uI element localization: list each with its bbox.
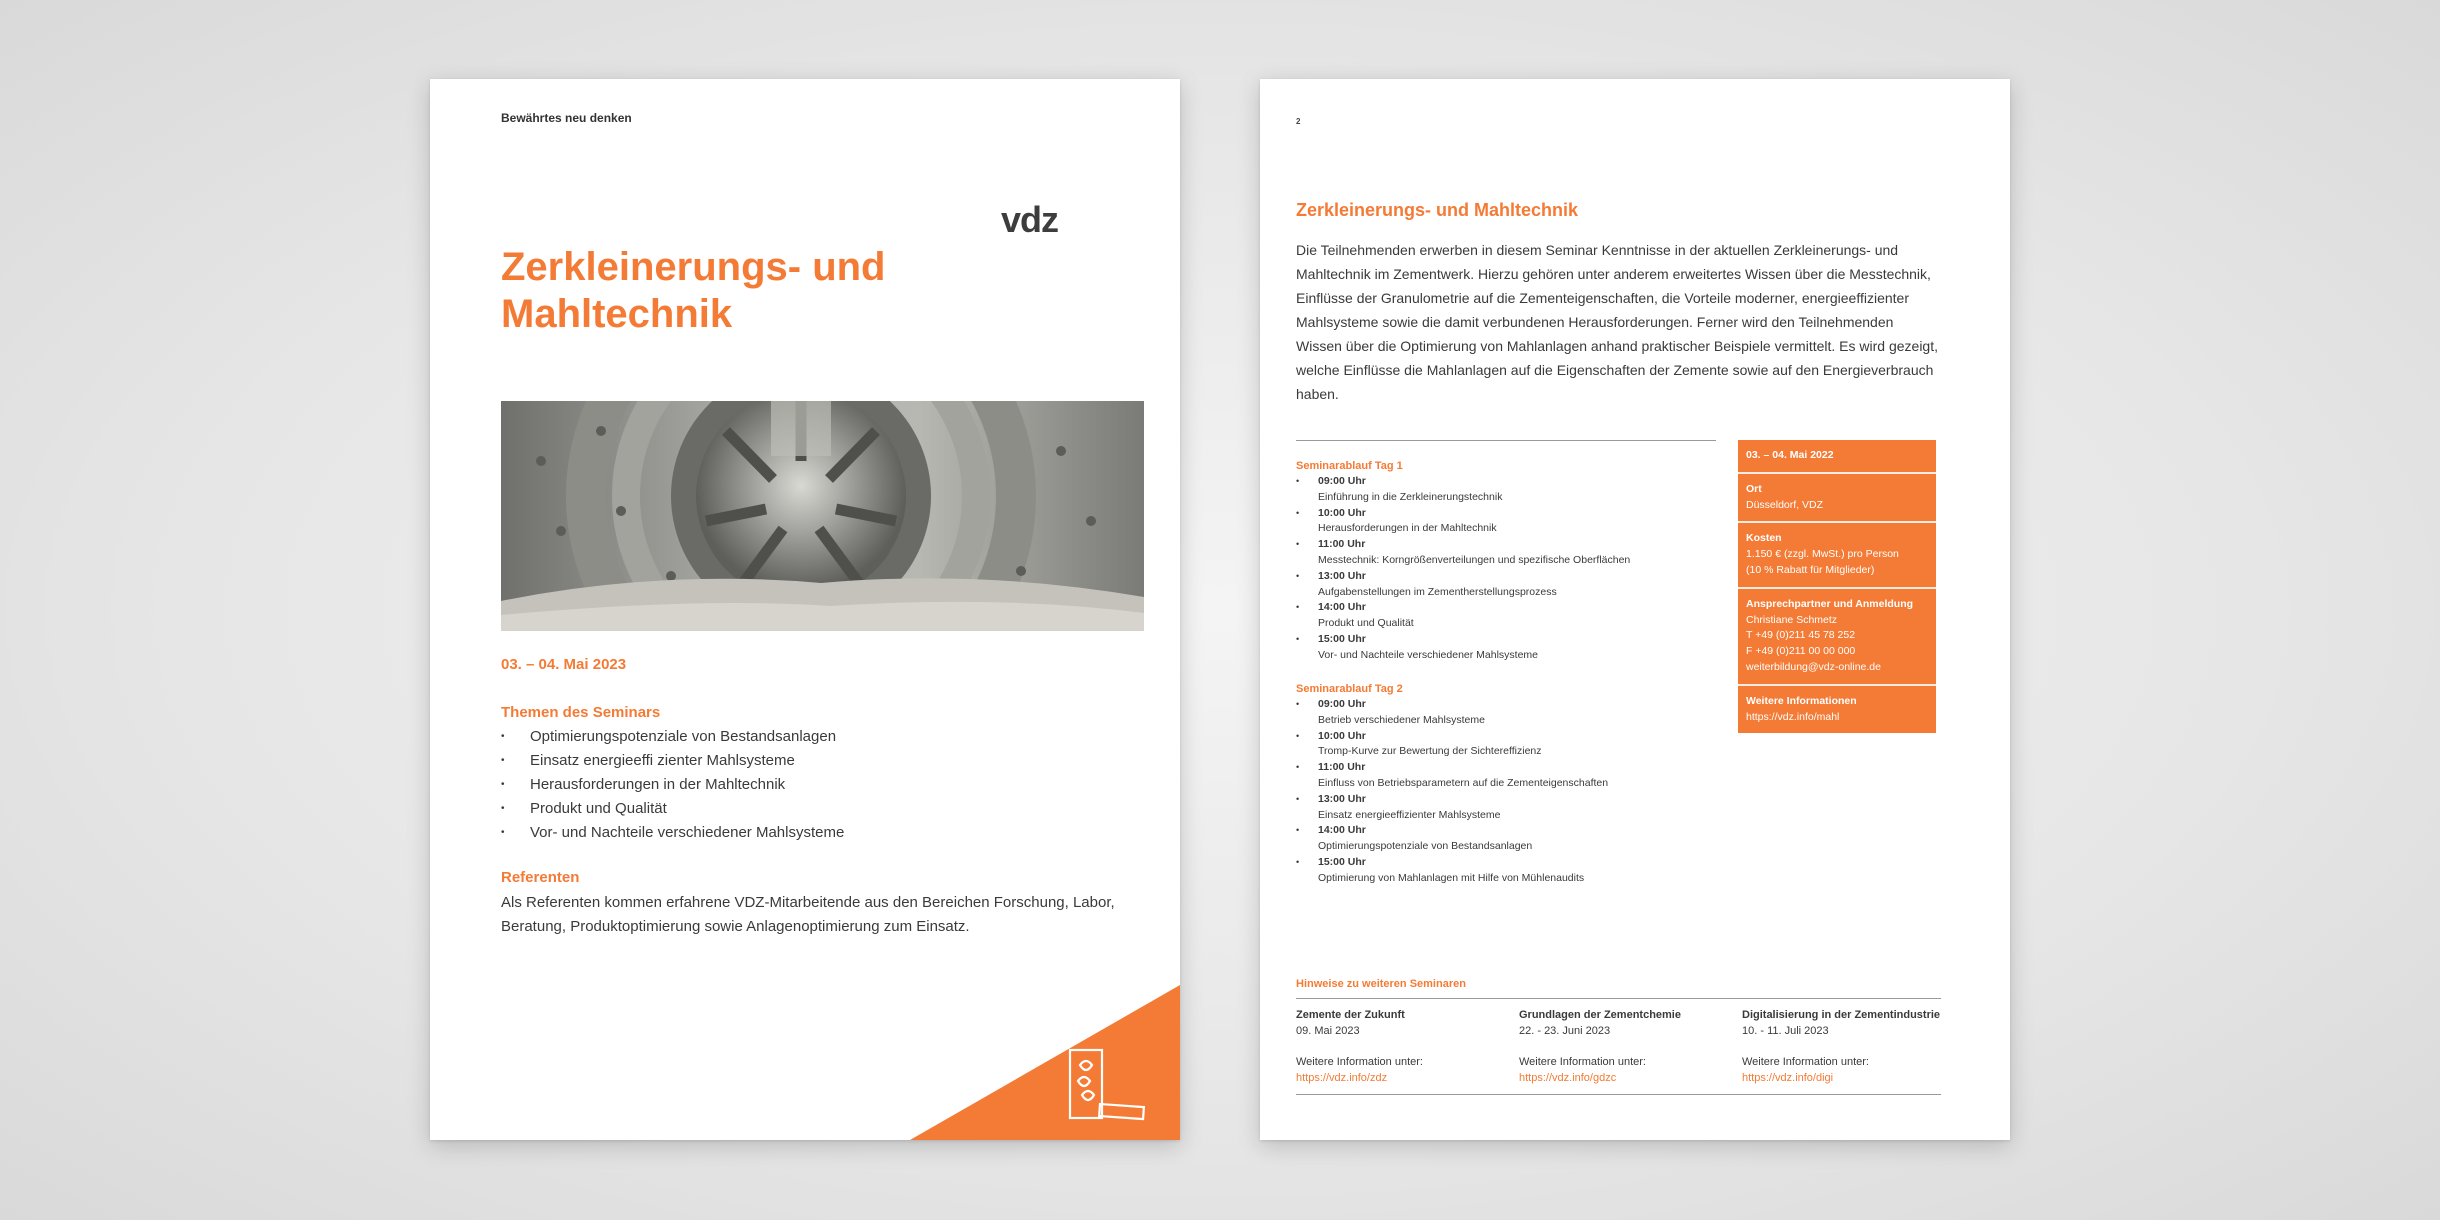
divider bbox=[1296, 1094, 1941, 1095]
list-item bbox=[1296, 729, 1716, 761]
schedule-time: • 15:00 Uhr bbox=[1318, 855, 1366, 868]
topics-list bbox=[501, 725, 844, 845]
info-cost-section bbox=[1738, 521, 1936, 586]
schedule-day-2-heading: Seminarablauf Tag 2 bbox=[1296, 683, 1403, 695]
referents-text: Als Referenten kommen erfahrene VDZ-Mitarbeitende aus den Bereichen Forschung, Labor, Beratung, Produktoptimierung sowie Anlagenoptimierung zum Einsatz. bbox=[501, 894, 1115, 935]
page-header-tagline: Bewährtes neu denken bbox=[501, 111, 632, 125]
info-cost-label: Kosten bbox=[1746, 532, 1782, 545]
schedule-topic: Einführung in die Zerkleinerungstechnik bbox=[1318, 490, 1503, 503]
schedule-time: • 13:00 Uhr bbox=[1318, 792, 1366, 805]
info-contact-name: Christiane Schmetz bbox=[1746, 613, 1838, 626]
list-item: • Herausforderungen in der Mahltechnik bbox=[501, 773, 844, 797]
list-item bbox=[1296, 823, 1716, 855]
schedule-topic: Vor- und Nachteile verschiedener Mahlsysteme bbox=[1318, 648, 1539, 661]
hint-name: Zemente der Zukunft bbox=[1296, 1009, 1405, 1021]
hint-seminar-3 bbox=[1742, 1007, 1952, 1086]
hint-more-label: Weitere Information unter: bbox=[1296, 1056, 1423, 1068]
list-item bbox=[1296, 632, 1716, 664]
title-line-1: Zerkleinerungs- und bbox=[501, 245, 886, 289]
divider bbox=[1296, 998, 1941, 999]
schedule-topic: Aufgabenstellungen im Zementherstellungsprozess bbox=[1318, 585, 1557, 598]
info-contact-fax: F +49 (0)211 00 00 000 bbox=[1746, 645, 1856, 658]
schedule-day-1-heading: Seminarablauf Tag 1 bbox=[1296, 460, 1403, 472]
hint-link[interactable]: https://vdz.info/gdzc bbox=[1519, 1072, 1617, 1084]
section-title: Zerkleinerungs- und Mahltechnik bbox=[1296, 200, 1579, 220]
schedule-topic: Tromp-Kurve zur Bewertung der Sichtereffizienz bbox=[1318, 745, 1542, 758]
info-location: Düsseldorf, VDZ bbox=[1746, 498, 1824, 511]
hint-name: Grundlagen der Zementchemie bbox=[1519, 1009, 1681, 1021]
schedule-time: • 13:00 Uhr bbox=[1318, 569, 1366, 582]
schedule-day-2 bbox=[1296, 683, 1716, 887]
list-item bbox=[1296, 760, 1716, 792]
info-more-label: Weitere Informationen bbox=[1746, 694, 1857, 707]
list-item: • Optimierungspotenziale von Bestandsanlagen bbox=[501, 725, 844, 749]
schedule-topic: Optimierungspotenziale von Bestandsanlagen bbox=[1318, 840, 1533, 853]
schedule-time: • 10:00 Uhr bbox=[1318, 729, 1366, 742]
page-number: 2 bbox=[1296, 117, 1301, 126]
info-cost-line-2: (10 % Rabatt für Mitglieder) bbox=[1746, 563, 1875, 576]
info-location-label: Ort bbox=[1746, 482, 1762, 495]
info-more-section bbox=[1738, 684, 1936, 734]
info-contact-label: Ansprechpartner und Anmeldung bbox=[1746, 597, 1914, 610]
mill-drum-illustration bbox=[501, 401, 1144, 631]
hint-more-label: Weitere Information unter: bbox=[1742, 1056, 1869, 1068]
schedule-time: • 09:00 Uhr bbox=[1318, 475, 1366, 487]
info-cost-line-1: 1.150 € (zzgl. MwSt.) pro Person bbox=[1746, 548, 1899, 561]
hint-date: 09. Mai 2023 bbox=[1296, 1025, 1360, 1037]
schedule-time: • 14:00 Uhr bbox=[1318, 824, 1366, 837]
info-contact-email[interactable]: weiterbildung@vdz-online.de bbox=[1746, 660, 1881, 673]
schedule-topic: Produkt und Qualität bbox=[1318, 617, 1414, 630]
list-item bbox=[1296, 855, 1716, 887]
topics-heading: Themen des Seminars bbox=[501, 704, 661, 721]
schedule-time: • 09:00 Uhr bbox=[1318, 698, 1366, 710]
schedule-topic: Messtechnik: Korngrößenverteilungen und spezifische Oberflächen bbox=[1318, 553, 1631, 566]
info-box bbox=[1738, 440, 1936, 733]
info-date: 03. – 04. Mai 2022 bbox=[1746, 449, 1834, 461]
schedule-topic: Einfluss von Betriebsparametern auf die Zementeigenschaften bbox=[1318, 776, 1609, 789]
list-item: • Produkt und Qualität bbox=[501, 797, 844, 821]
schedule-time: • 10:00 Uhr bbox=[1318, 506, 1366, 519]
hint-date: 22. - 23. Juni 2023 bbox=[1519, 1025, 1611, 1037]
list-item bbox=[1296, 474, 1716, 506]
intro-paragraph: Die Teilnehmenden erwerben in diesem Seminar Kenntnisse in der aktuellen Zerkleinerungs- und Mahltechnik im Zementwerk. Hierzu gehören unter anderem erweitertes Wissen über die Messtechnik, Einflüsse der Granulometrie auf die Zementeigenschaften, die Vorteile moderner, energieeffizienter Mahlsysteme sowie die damit verbundenen Herausforderungen. Ferner wird den Teilnehmenden Wissen über die Optimierung von Mahlanlagen anhand praktischer Beispiele vermittelt. Es wird gezeigt, welche Einflüsse die Mahlanlagen auf die Eigenschaften der Zemente sowie auf den Energieverbrauch haben. bbox=[1296, 242, 1938, 402]
orange-corner-graphic bbox=[910, 985, 1180, 1140]
schedule-topic: Optimierung von Mahlanlagen mit Hilfe von Mühlenaudits bbox=[1318, 871, 1585, 884]
list-item: • Einsatz energieeffi zienter Mahlsysteme bbox=[501, 749, 844, 773]
mill-interior-photo bbox=[501, 401, 1144, 631]
info-date-section bbox=[1738, 440, 1936, 472]
list-item: • Vor- und Nachteile verschiedener Mahlsysteme bbox=[501, 821, 844, 845]
hint-more-label: Weitere Information unter: bbox=[1519, 1056, 1646, 1068]
hint-seminar-1 bbox=[1296, 1007, 1506, 1086]
info-contact-section bbox=[1738, 587, 1936, 684]
schedule-day-2-list bbox=[1296, 697, 1716, 887]
title-line-2: Mahltechnik bbox=[501, 292, 733, 336]
hint-link[interactable]: https://vdz.info/digi bbox=[1742, 1072, 1834, 1084]
brochure-cover-page bbox=[430, 79, 1180, 1140]
list-item bbox=[1296, 506, 1716, 538]
info-contact-phone: T +49 (0)211 45 78 252 bbox=[1746, 629, 1856, 642]
hint-date: 10. - 11. Juli 2023 bbox=[1742, 1025, 1829, 1037]
page-title bbox=[501, 244, 1021, 338]
list-item bbox=[1296, 537, 1716, 569]
schedule-day-1-list bbox=[1296, 474, 1716, 664]
schedule-time: • 11:00 Uhr bbox=[1318, 761, 1366, 774]
list-item bbox=[1296, 697, 1716, 729]
vdz-logo: vdz bbox=[1001, 199, 1059, 240]
schedule-topic: Einsatz energieeffizienter Mahlsysteme bbox=[1318, 808, 1501, 821]
list-item bbox=[1296, 569, 1716, 601]
referents-heading: Referenten bbox=[501, 869, 580, 886]
info-more-link[interactable]: https://vdz.info/mahl bbox=[1746, 710, 1840, 723]
schedule-time: • 15:00 Uhr bbox=[1318, 632, 1366, 645]
list-item bbox=[1296, 792, 1716, 824]
hint-link[interactable]: https://vdz.info/zdz bbox=[1296, 1072, 1388, 1084]
schedule-time: • 11:00 Uhr bbox=[1318, 538, 1366, 551]
schedule-topic: Betrieb verschiedener Mahlsysteme bbox=[1318, 713, 1485, 726]
hint-name: Digitalisierung in der Zementindustrie bbox=[1742, 1009, 1941, 1021]
brochure-detail-page bbox=[1260, 79, 2010, 1140]
list-item bbox=[1296, 600, 1716, 632]
info-location-section bbox=[1738, 472, 1936, 522]
divider bbox=[1296, 440, 1716, 441]
schedule-time: • 14:00 Uhr bbox=[1318, 601, 1366, 614]
schedule-topic: Herausforderungen in der Mahltechnik bbox=[1318, 522, 1497, 535]
schedule-day-1 bbox=[1296, 460, 1716, 664]
hints-heading: Hinweise zu weiteren Seminaren bbox=[1296, 978, 1466, 990]
hint-seminar-2 bbox=[1519, 1007, 1729, 1086]
seminar-date: 03. – 04. Mai 2023 bbox=[501, 656, 627, 673]
